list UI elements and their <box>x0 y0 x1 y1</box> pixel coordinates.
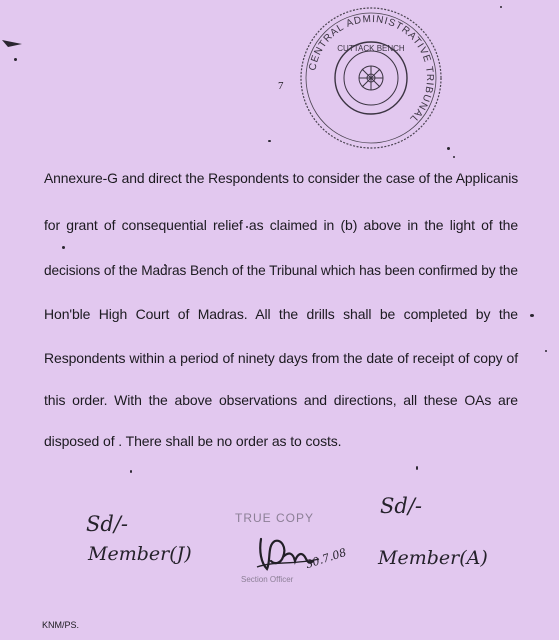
true-copy-title: TRUE COPY <box>235 511 315 525</box>
order-text-line: for grant of consequential relief as claimed in (b) above in the light of the <box>44 217 518 233</box>
right-sd-mark: Sd/- <box>380 494 422 518</box>
seal-bench-text: CUTTACK BENCH <box>337 44 405 53</box>
order-text-line: this order. With the above observations and directions, all these OAs are <box>44 392 518 408</box>
stamp-date: 30.7.08 <box>304 545 348 572</box>
corner-scan-mark <box>2 38 26 48</box>
emblem-icon <box>359 66 383 90</box>
scan-speck <box>447 147 450 150</box>
scan-speck <box>416 466 418 470</box>
order-text-line: Annexure-G and direct the Respondents to consider the case of the Applicanis <box>44 170 519 186</box>
scan-speck <box>62 246 65 249</box>
page-number: 7 <box>278 80 284 92</box>
scan-speck <box>545 350 547 352</box>
tribunal-seal <box>296 3 446 153</box>
stamp-officer-line: Section Officer <box>241 575 294 584</box>
seal-ring-text: CENTRAL ADMINISTRATIVE TRIBUNAL <box>307 13 436 125</box>
scan-speck <box>530 314 534 317</box>
scan-speck <box>268 140 271 142</box>
typist-initials: KNM/PS. <box>42 620 80 630</box>
order-text-line: decisions of the Madras Bench of the Tribunal which has been confirmed by the <box>44 262 518 278</box>
left-member-label: Member(J) <box>88 543 192 565</box>
scan-speck <box>130 470 132 473</box>
scan-speck <box>453 156 455 158</box>
right-member-label: Member(A) <box>378 547 488 569</box>
order-text-line: Hon'ble High Court of Madras. All the drills shall be completed by the <box>44 306 518 322</box>
scan-speck <box>14 58 17 61</box>
order-text-line: Respondents within a period of ninety days from the date of receipt of copy of <box>44 350 518 366</box>
order-text-line: disposed of . There shall be no order as to costs. <box>44 433 342 449</box>
scan-speck <box>500 6 502 8</box>
true-copy-stamp <box>225 507 348 607</box>
handwritten-initials-icon <box>253 531 323 577</box>
left-sd-mark: Sd/- <box>86 512 128 536</box>
